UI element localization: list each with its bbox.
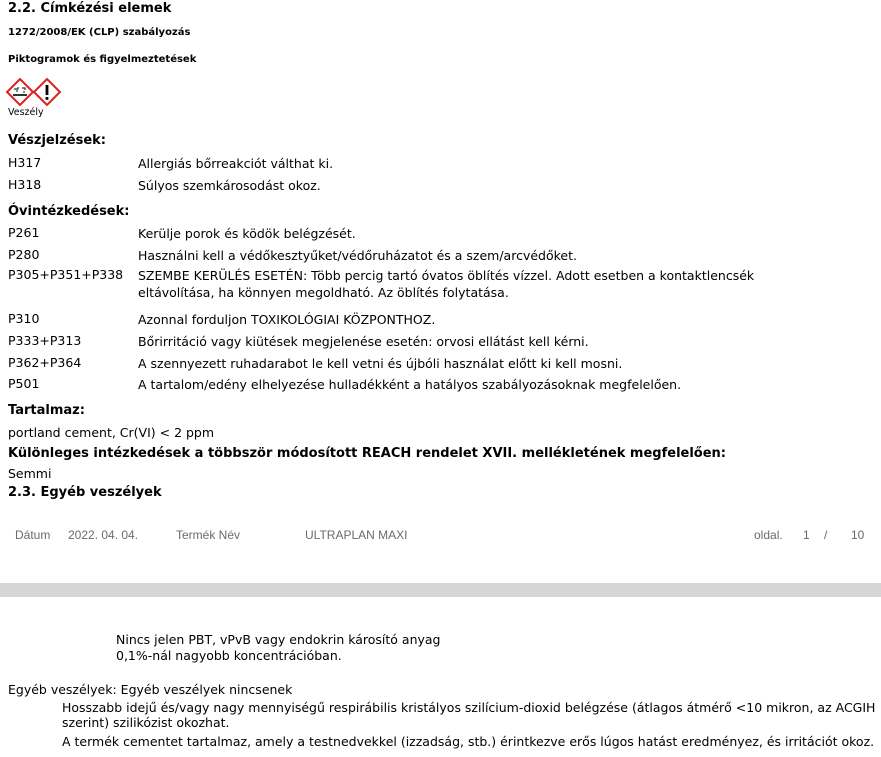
precaution-code: P280 bbox=[8, 247, 40, 262]
footer-date-value: 2022. 04. 04. bbox=[68, 528, 139, 542]
page-break bbox=[0, 583, 881, 597]
precaution-text: Azonnal forduljon TOXIKOLÓGIAI KÖZPONTHOZ. bbox=[138, 312, 436, 327]
corrosion-icon bbox=[7, 79, 33, 105]
hazard-text: Allergiás bőrreakciót válthat ki. bbox=[138, 156, 334, 171]
silica-warning-line1: Hosszabb idejű és/vagy nagy mennyiségű respirábilis kristályos szilícium-dioxid belégzése (átlagos átmérő <10 mikron, az ACGIH bbox=[62, 700, 876, 715]
precaution-text: Bőrirritáció vagy kiütések megjelenése esetén: orvosi ellátást kell kérni. bbox=[138, 334, 589, 349]
pictograms-heading: Piktogramok és figyelmeztetések bbox=[8, 54, 197, 65]
exclamation-mark-icon bbox=[34, 79, 60, 105]
hazard-code: H318 bbox=[8, 177, 42, 192]
precaution-code: P310 bbox=[8, 311, 40, 326]
special-measures-heading: Különleges intézkedések a többször módosított REACH rendelet XVII. mellékletének megfelelően: bbox=[8, 446, 727, 461]
precaution-text: A szennyezett ruhadarabot le kell vetni és újbóli használat előtt ki kell mosni. bbox=[138, 356, 623, 371]
contains-heading: Tartalmaz: bbox=[8, 403, 85, 418]
precaution-code: P362+P364 bbox=[8, 355, 82, 370]
footer-page-label: oldal. bbox=[754, 528, 783, 542]
footer-page-total: 10 bbox=[851, 528, 865, 542]
footer-product-label: Termék Név bbox=[176, 528, 241, 542]
footer-page-current: 1 bbox=[803, 528, 810, 542]
precaution-code: P261 bbox=[8, 225, 40, 240]
section-title: 2.3. Egyéb veszélyek bbox=[8, 485, 162, 500]
pbt-statement-line2: 0,1%-nál nagyobb koncentrációban. bbox=[116, 648, 342, 663]
other-hazards-statement: Egyéb veszélyek: Egyéb veszélyek nincsenek bbox=[8, 682, 293, 697]
footer-page-separator: / bbox=[824, 528, 828, 542]
hazard-statements-heading: Vészjelzések: bbox=[8, 133, 106, 148]
precaution-code: P501 bbox=[8, 376, 40, 391]
regulation-label: 1272/2008/EK (CLP) szabályozás bbox=[8, 27, 191, 38]
precaution-code: P305+P351+P338 bbox=[8, 267, 124, 282]
pbt-statement-line1: Nincs jelen PBT, vPvB vagy endokrin károsító anyag bbox=[116, 632, 441, 647]
contains-value: portland cement, Cr(VI) < 2 ppm bbox=[8, 425, 215, 440]
precaution-text-continued: eltávolítása, ha könnyen megoldható. Az öblítés folytatása. bbox=[138, 285, 509, 300]
precaution-text: Használni kell a védőkesztyűket/védőruházatot és a szem/arcvédőket. bbox=[138, 248, 577, 263]
precaution-text: SZEMBE KERÜLÉS ESETÉN: Több percig tartó óvatos öblítés vízzel. Adott esetben a kontaktlencsék bbox=[138, 268, 755, 283]
precaution-text: Kerülje porok és ködök belégzését. bbox=[138, 226, 356, 241]
footer-product-value: ULTRAPLAN MAXI bbox=[305, 528, 408, 542]
cement-warning: A termék cementet tartalmaz, amely a testnedvekkel (izzadság, stb.) érintkezve erős lúgos hatást eredményez, és irritációt okoz. bbox=[62, 734, 875, 749]
silica-warning-line2: szerint) szilikózist okozhat. bbox=[62, 715, 230, 730]
signal-word: Veszély bbox=[8, 107, 44, 118]
precaution-text: A tartalom/edény elhelyezése hulladékként a hatályos szabályozásoknak megfelelően. bbox=[138, 377, 682, 392]
special-measures-value: Semmi bbox=[8, 466, 52, 481]
precaution-code: P333+P313 bbox=[8, 333, 82, 348]
footer-date-label: Dátum bbox=[15, 528, 51, 542]
hazard-code: H317 bbox=[8, 155, 42, 170]
section-title: 2.2. Címkézési elemek bbox=[8, 1, 172, 16]
hazard-text: Súlyos szemkárosodást okoz. bbox=[138, 178, 321, 193]
precautionary-statements-heading: Óvintézkedések: bbox=[8, 204, 130, 219]
ghs-pictograms bbox=[6, 78, 62, 106]
